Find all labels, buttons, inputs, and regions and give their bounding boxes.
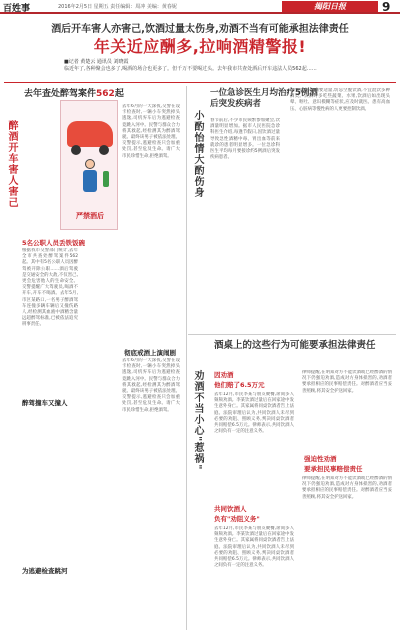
right-subhead-3: 共同饮酒人 — [214, 505, 247, 513]
car-wheel — [99, 145, 109, 155]
left-column-1: 根据我市交警部门统计,去年全市共查处醉驾案件562起。其中有5名公职人员因醉驾被开除公职……酒后驾驶是交通安全的大敌,不仅害己,更会危害他人的生命安全。交警提醒广大驾驶员,喝酒不开车,开车不喝酒。去年5月,市区某路口,一名男子醉酒驾车连撞多辆车辆后又撞伤路人,经检测其血液中酒精含量远超醉驾标准,已被依法追究刑事责任。 — [22, 248, 78, 328]
right-bottom-column-2: 去年12月,市民李某与朋友聚餐,席间多人频频劝酒。李某饮酒过量后在回家途中发生意外身亡。其家属将同桌饮酒者告上法庭。法院审理后认为,共同饮酒人未尽到必要的劝阻、照顾义务,判决同桌饮酒者共同赔偿6.5万元。律师表示,共同饮酒人之间负有一定的注意义务。 — [214, 526, 294, 569]
lead-kicker: 酒后开车害人亦害己,饮酒过量太伤身,劝酒不当有可能承担法律责任 — [51, 24, 349, 35]
left-subhead-1: 5名公职人员丢铁饭碗 — [22, 239, 86, 247]
lead-title: 年关近应酬多,拉响酒精警报! — [93, 37, 307, 56]
right-subhead-1: 因劝酒 — [214, 371, 234, 379]
column-rule — [186, 86, 187, 630]
lead-intro: 临近年了,各种聚会也多了,喝酒的场合也更多了。但千万不要喝过头。去年我市共查处酒后开车违法人员562起…… — [64, 66, 317, 72]
bottle-illustration — [103, 171, 109, 187]
left-box-title — [24, 86, 124, 99]
car-wheel — [71, 145, 81, 155]
right-top-vertical-label: 小酌怡情大酌伤身 — [192, 110, 203, 198]
right-top-column-2: 医生提醒,饮酒要适量,切忌空腹饮酒,不宜混饮多种酒类。饮酒时多吃些蔬菜、水果,饮酒后如出现头晕、呕吐、意识模糊等症状,应及时就医。患有高血压、心脏病等慢性病的人更要控制饮酒。 — [290, 88, 390, 112]
byline: ■记者 黄楚云 通讯员 刘晓霞 — [64, 59, 129, 65]
left-box-title-number: 562 — [96, 89, 115, 99]
driver-illustration — [79, 159, 101, 199]
issue-meta: 2016年2月5日 星期五 责任编辑：周冲 美编：黄春妮 — [58, 4, 177, 10]
left-box-title-text: 去年查处醉驾案件 — [24, 89, 97, 99]
cartoon-caption: 严禁酒后 — [76, 212, 104, 220]
right-top-title: 一位急诊医生月均治疗5例酒后突发疾病者 — [210, 88, 318, 109]
drunk-driving-cartoon — [60, 100, 118, 230]
section-divider — [4, 82, 396, 83]
right-subhead-2: 他们赔了6.5万元 — [214, 381, 265, 389]
left-subhead-2: 醉驾撞车又撞人 — [22, 399, 68, 407]
left-column-3: 去年6月的一天深夜,交警在设卡检查时,一辆小车突然掉头逃逸,司机弃车后为逃避检查竟跳入河中。民警与群众合力将其救起,经检测其为醉酒驾驶。最终该男子被依法处理。交警提示,逃避检查只会加重处罚,甚至危及生命。请广大市民珍惜生命,拒绝酒驾。 — [122, 358, 180, 413]
section-title: 百姓事 — [3, 4, 31, 14]
left-subhead-3: 为逃避检查跳河 — [22, 567, 68, 575]
right-bottom-column-3: 律师提醒,在明知对方不能饮酒或已经醉酒的情况下仍强迫劝酒,造成对方身体损害的,劝酒者要承担相应的民事赔偿责任。对醉酒者应当妥善照顾,将其安全护送回家。 — [302, 370, 392, 394]
section-rule — [188, 334, 396, 335]
newspaper-masthead: 揭阳日报 — [282, 1, 378, 12]
left-column-2: 去年6月的一天深夜,交警在设卡检查时,一辆小车突然掉头逃逸,司机弃车后为逃避检查竟跳入河中。民警与群众合力将其救起,经检测其为醉酒驾驶。最终该男子被依法处理。交警提示,逃避检查只会加重处罚,甚至危及生命。请广大市民珍惜生命,拒绝酒驾。 — [122, 104, 180, 159]
right-bottom-column-4: 律师提醒,在明知对方不能饮酒或已经醉酒的情况下仍强迫劝酒,造成对方身体损害的,劝酒者要承担相应的民事赔偿责任。对醉酒者应当妥善照顾,将其安全护送回家。 — [302, 476, 392, 500]
right-subhead-4: 负有"劝阻义务" — [214, 515, 260, 523]
car-illustration — [67, 121, 113, 147]
page-number: 9 — [382, 0, 391, 14]
left-vertical-label: 醉酒开车害人害己 — [6, 120, 17, 208]
right-bottom-title: 酒桌上的这些行为可能要承担法律责任 — [214, 340, 376, 351]
right-bottom-column-1: 去年12月,市民李某与朋友聚餐,席间多人频频劝酒。李某饮酒过量后在回家途中发生意外身亡。其家属将同桌饮酒者告上法庭。法院审理后认为,共同饮酒人未尽到必要的劝阻、照顾义务,判决同桌饮酒者共同赔偿6.5万元。律师表示,共同饮酒人之间负有一定的注意义务。 — [214, 392, 294, 435]
right-subhead-6: 要承担民事赔偿责任 — [304, 465, 363, 473]
page-header — [0, 0, 400, 14]
right-top-column-1: 春节前后,不少市民频繁参加聚会,饮酒量明显增加。据市人民医院急诊科医生介绍,每逢节假日,因饮酒过量导致急性酒精中毒、胃出血等前来就诊的患者明显增多。一位急诊科医生平均每月要接诊约5例酒后突发疾病患者。 — [210, 118, 280, 161]
left-subhead-4: 彻底戒酒上演闹剧 — [124, 349, 176, 357]
left-box-title-suffix: 起 — [114, 89, 124, 99]
right-subhead-5: 强迫性劝酒 — [304, 455, 337, 463]
right-bottom-vertical-label: 劝酒不当小心"惹祸" — [192, 370, 203, 471]
